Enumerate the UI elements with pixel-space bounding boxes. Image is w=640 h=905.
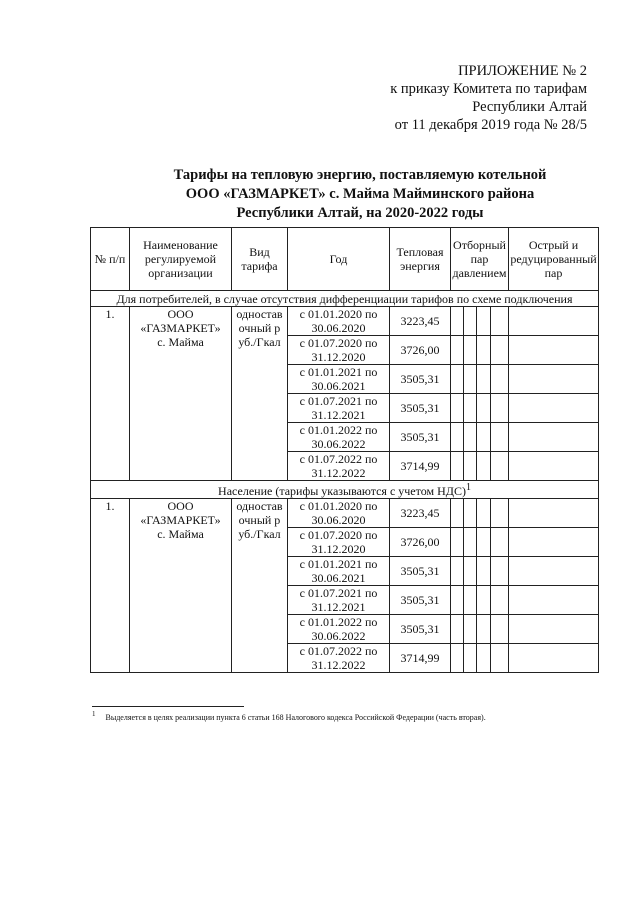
footnote (92, 710, 486, 722)
header-type: Вид тарифа (232, 228, 288, 291)
energy-value: 3726,00 (390, 336, 451, 365)
empty-cell (477, 557, 491, 586)
empty-cell (451, 557, 464, 586)
empty-cell (509, 557, 599, 586)
empty-cell (477, 423, 491, 452)
tariff-table (90, 227, 599, 673)
empty-cell (464, 557, 477, 586)
empty-cell (451, 499, 464, 528)
empty-cell (491, 644, 509, 673)
energy-value: 3505,31 (390, 586, 451, 615)
org-name-line-1: ООО (167, 307, 194, 321)
empty-cell (451, 452, 464, 481)
empty-cell (464, 307, 477, 336)
row-num: 1. (91, 499, 130, 673)
empty-cell (509, 615, 599, 644)
empty-cell (491, 394, 509, 423)
empty-cell (477, 452, 491, 481)
empty-cell (491, 557, 509, 586)
period-cell: с 01.01.2021 по 30.06.2021 (288, 557, 390, 586)
period-cell: с 01.01.2022 по 30.06.2022 (288, 615, 390, 644)
empty-cell (509, 336, 599, 365)
period-cell: с 01.07.2020 по 31.12.2020 (288, 336, 390, 365)
empty-cell (509, 586, 599, 615)
document-title (60, 166, 640, 223)
empty-cell (464, 423, 477, 452)
empty-cell (464, 586, 477, 615)
empty-cell (451, 394, 464, 423)
org-name (130, 499, 232, 673)
empty-cell (491, 615, 509, 644)
energy-value: 3505,31 (390, 423, 451, 452)
empty-cell (451, 423, 464, 452)
empty-cell (491, 307, 509, 336)
org-name-line-1: ООО (167, 499, 194, 513)
energy-value: 3505,31 (390, 365, 451, 394)
empty-cell (477, 365, 491, 394)
org-name-line-3: с. Майма (157, 527, 204, 541)
period-cell: с 01.07.2020 по 31.12.2020 (288, 528, 390, 557)
empty-cell (477, 499, 491, 528)
tariff-type: одноставочный руб./Гкал (232, 307, 288, 481)
empty-cell (464, 452, 477, 481)
footnote-mark: 1 (92, 710, 96, 718)
empty-cell (451, 336, 464, 365)
empty-cell (451, 586, 464, 615)
empty-cell (451, 307, 464, 336)
period-cell: с 01.07.2022 по 31.12.2022 (288, 644, 390, 673)
section-title-text: Население (тарифы указываются с учетом НДС) (218, 484, 466, 498)
empty-cell (464, 394, 477, 423)
empty-cell (464, 499, 477, 528)
empty-cell (451, 365, 464, 394)
empty-cell (491, 365, 509, 394)
empty-cell (509, 423, 599, 452)
org-name-line-3: с. Майма (157, 335, 204, 349)
period-cell: с 01.01.2020 по 30.06.2020 (288, 307, 390, 336)
title-line-1: Тарифы на тепловую энергию, поставляемую котельной (173, 167, 547, 183)
empty-cell (509, 365, 599, 394)
empty-cell (491, 499, 509, 528)
empty-cell (477, 586, 491, 615)
empty-cell (464, 336, 477, 365)
empty-cell (509, 394, 599, 423)
empty-cell (464, 365, 477, 394)
empty-cell (491, 452, 509, 481)
energy-value: 3505,31 (390, 615, 451, 644)
title-line-3: Республики Алтай, на 2020-2022 годы (236, 205, 484, 221)
section-title-text: Для потребителей, в случае отсутствия дифференциации тарифов по схеме подключения (116, 291, 573, 306)
empty-cell (451, 528, 464, 557)
footnote-divider (92, 706, 244, 707)
empty-cell (464, 615, 477, 644)
empty-cell (491, 586, 509, 615)
appendix-title: ПРИЛОЖЕНИЕ № 2 (458, 63, 587, 79)
empty-cell (477, 336, 491, 365)
empty-cell (451, 615, 464, 644)
empty-cell (491, 423, 509, 452)
empty-cell (509, 307, 599, 336)
period-cell: с 01.07.2021 по 31.12.2021 (288, 586, 390, 615)
header-energy: Тепловая энергия (390, 228, 451, 291)
header-org: Наименование регулируемой организации (130, 228, 232, 291)
empty-cell (477, 394, 491, 423)
header-steam: Отборный пар давлением (451, 228, 509, 291)
section-header-row (91, 291, 599, 307)
table-body (91, 291, 599, 673)
period-cell: с 01.01.2022 по 30.06.2022 (288, 423, 390, 452)
empty-cell (451, 644, 464, 673)
table-row (91, 499, 599, 528)
energy-value: 3726,00 (390, 528, 451, 557)
energy-value: 3714,99 (390, 452, 451, 481)
empty-cell (464, 528, 477, 557)
section-title (91, 291, 599, 307)
energy-value: 3714,99 (390, 644, 451, 673)
period-cell: с 01.01.2020 по 30.06.2020 (288, 499, 390, 528)
empty-cell (509, 528, 599, 557)
period-cell: с 01.07.2022 по 31.12.2022 (288, 452, 390, 481)
section-header-row (91, 481, 599, 499)
row-num: 1. (91, 307, 130, 481)
section-title (91, 481, 599, 499)
table-header-row (91, 228, 599, 291)
org-name (130, 307, 232, 481)
appendix-date: от 11 декабря 2019 года № 28/5 (394, 117, 587, 133)
footnote-text: Выделяется в целях реализации пункта 6 статьи 168 Налогового кодекса Российской Федерации (часть вторая). (105, 712, 486, 722)
appendix-block (390, 62, 587, 134)
energy-value: 3505,31 (390, 557, 451, 586)
empty-cell (509, 452, 599, 481)
period-cell: с 01.01.2021 по 30.06.2021 (288, 365, 390, 394)
empty-cell (477, 528, 491, 557)
tariff-type: одноставочный руб./Гкал (232, 499, 288, 673)
appendix-republic: Республики Алтай (472, 99, 587, 115)
org-name-line-2: «ГАЗМАРКЕТ» (140, 513, 221, 527)
table-row (91, 307, 599, 336)
empty-cell (477, 644, 491, 673)
energy-value: 3223,45 (390, 307, 451, 336)
empty-cell (464, 644, 477, 673)
energy-value: 3505,31 (390, 394, 451, 423)
header-year: Год (288, 228, 390, 291)
empty-cell (491, 336, 509, 365)
org-name-line-2: «ГАЗМАРКЕТ» (140, 321, 221, 335)
empty-cell (509, 499, 599, 528)
header-num: № п/п (91, 228, 130, 291)
empty-cell (477, 615, 491, 644)
empty-cell (509, 644, 599, 673)
title-line-2: ООО «ГАЗМАРКЕТ» с. Майма Майминского района (185, 186, 535, 202)
empty-cell (491, 528, 509, 557)
energy-value: 3223,45 (390, 499, 451, 528)
header-sharp-steam: Острый и редуцированный пар (509, 228, 599, 291)
period-cell: с 01.07.2021 по 31.12.2021 (288, 394, 390, 423)
section-footnote-mark: 1 (465, 482, 471, 493)
empty-cell (477, 307, 491, 336)
appendix-order-ref: к приказу Комитета по тарифам (390, 81, 587, 97)
